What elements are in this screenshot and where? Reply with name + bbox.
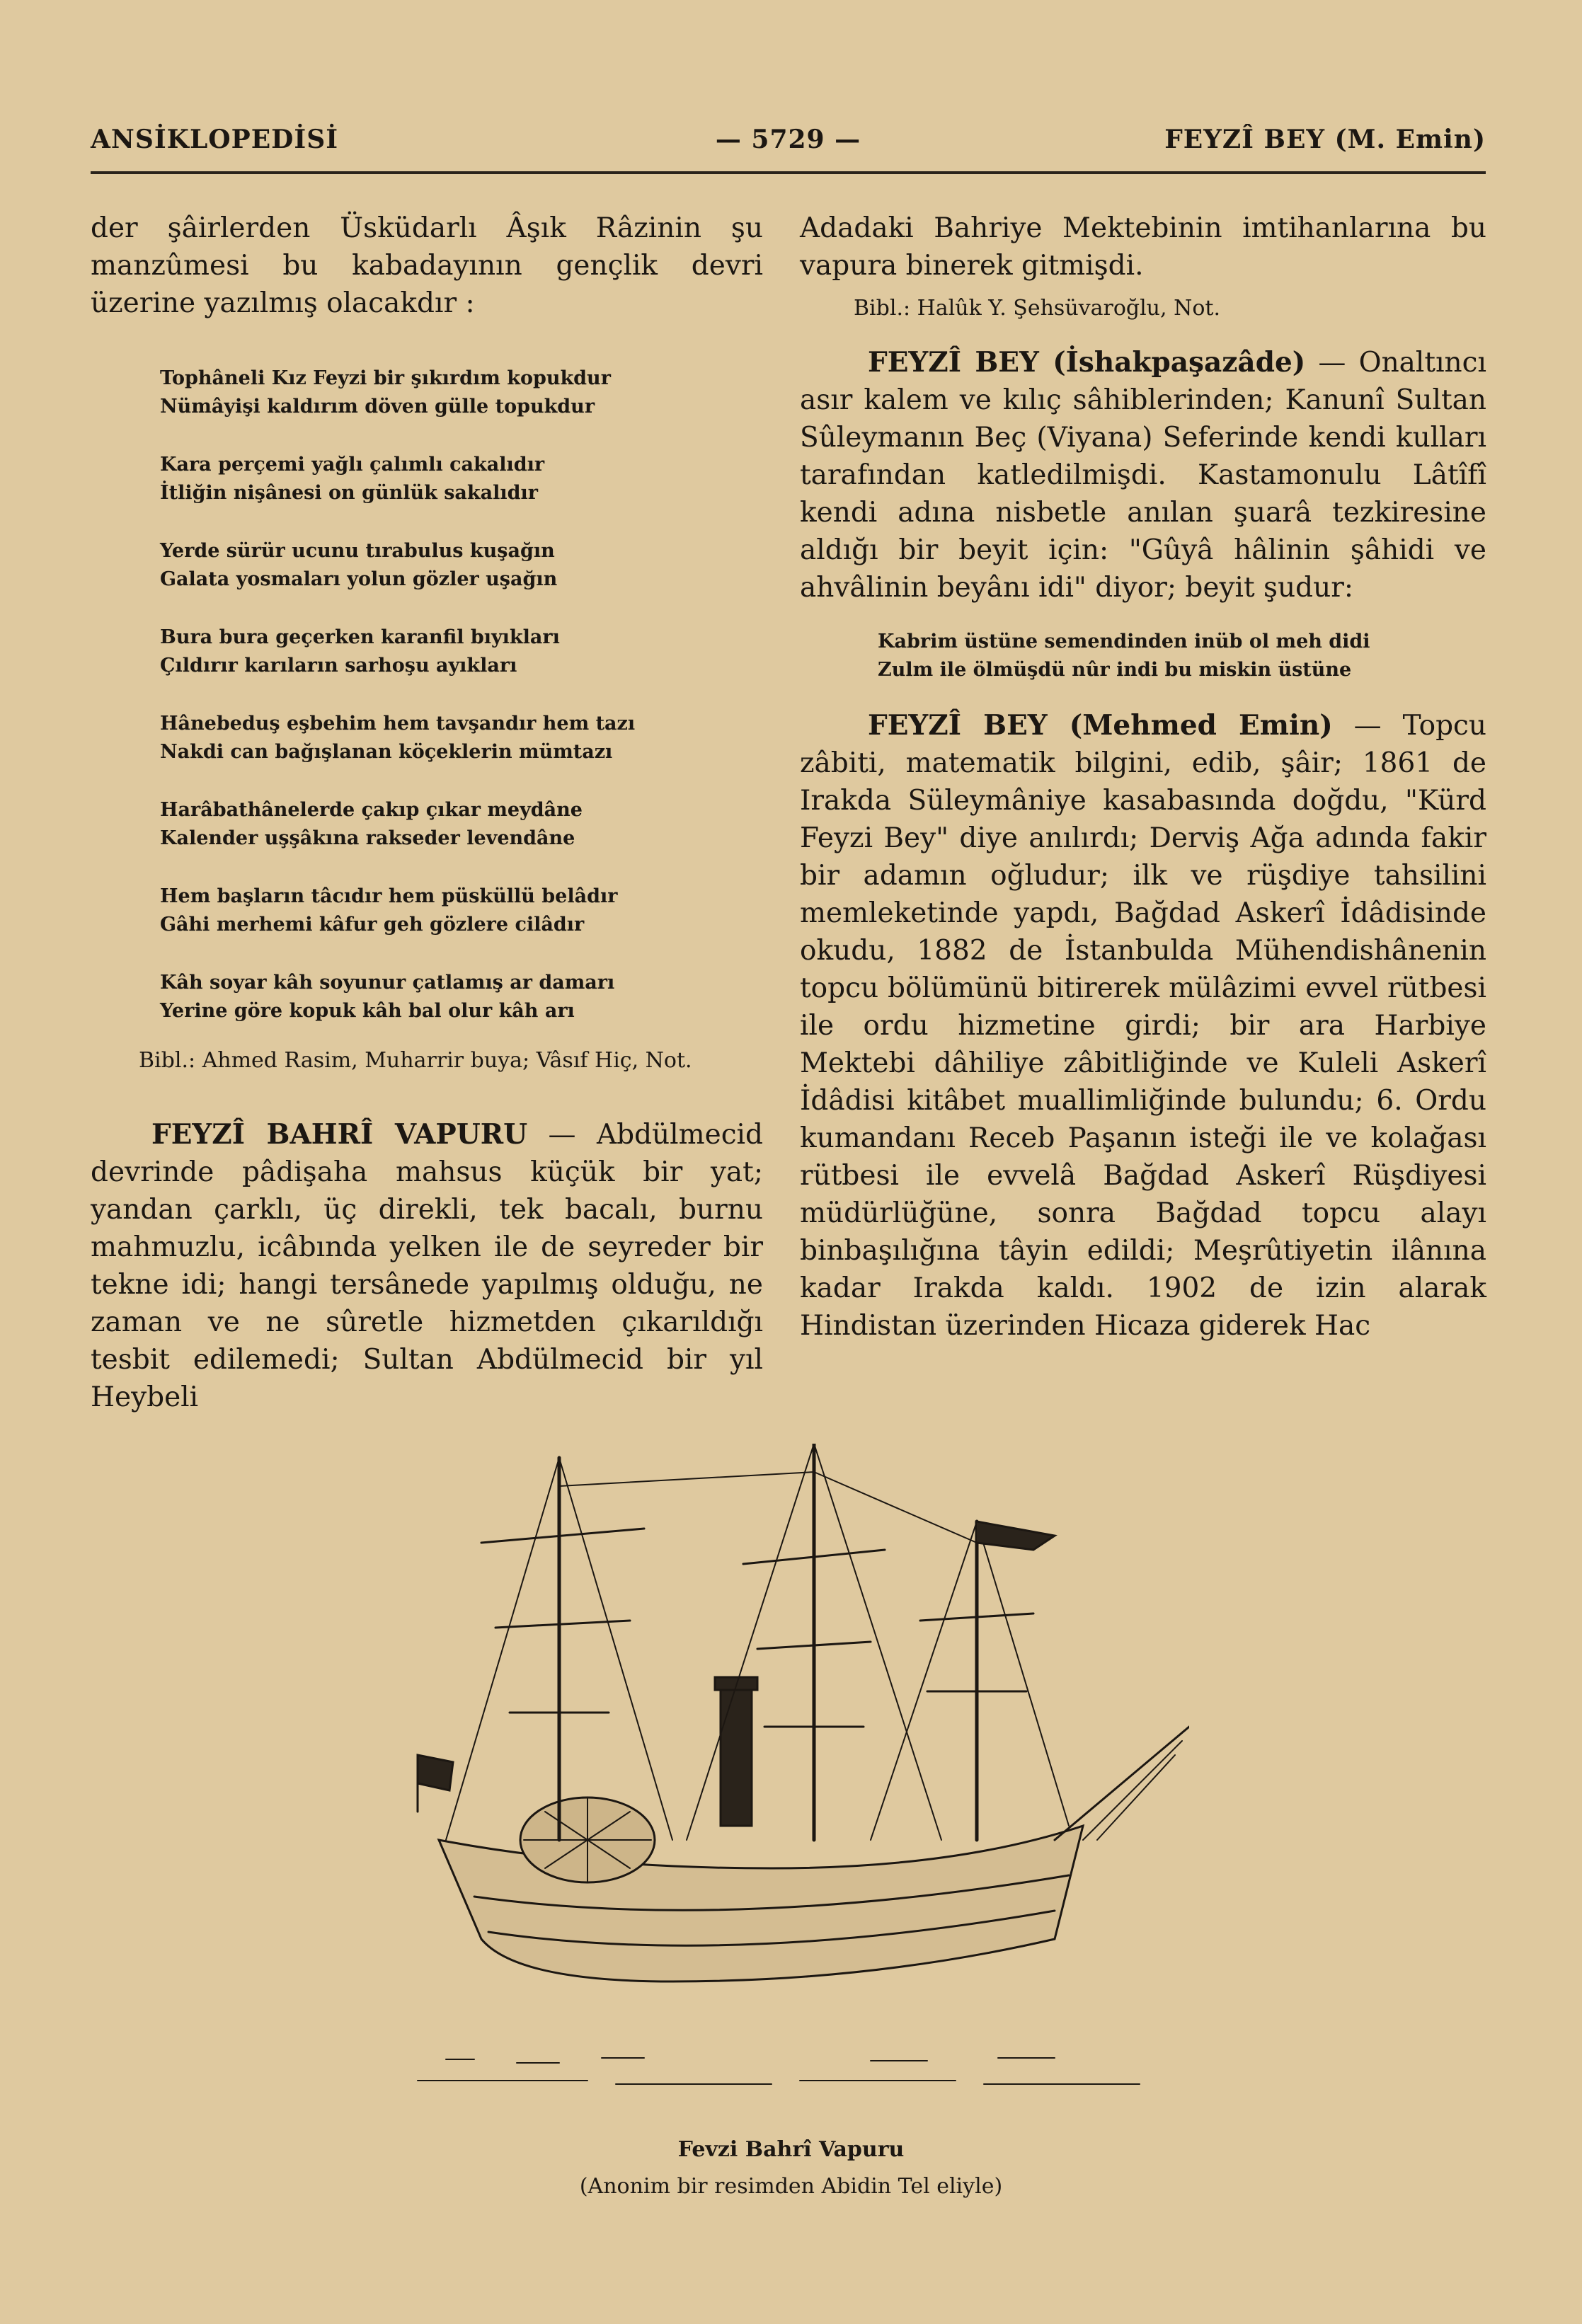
poem-line: Galata yosmaları yolun gözler uşağın xyxy=(160,568,558,590)
left-column xyxy=(91,209,763,1416)
entry-feyzi-bahri-vapuru xyxy=(91,1116,763,1416)
poem-stanza xyxy=(160,364,763,421)
caption-title: Fevzi Bahrî Vapuru xyxy=(677,2137,905,2162)
poem-line: Hem başların tâcıdır hem püsküllü belâdır xyxy=(160,885,618,907)
continued-paragraph: Adadaki Bahriye Mektebinin imtihanlarına bu vapura binerek gitmişdi. xyxy=(800,212,1486,282)
poem-line: İtliğin nişânesi on günlük sakalıdır xyxy=(160,482,538,504)
bibliography-note: Bibl.: Ahmed Rasim, Muharrir buya; Vâsıf Hiç, Not. xyxy=(139,1048,692,1073)
figure-caption xyxy=(0,2132,1582,2205)
poem-line: Gâhi merhemi kâfur geh gözlere cilâdır xyxy=(160,914,585,936)
poem-stanza xyxy=(160,882,763,939)
poem-line: Kâh soyar kâh soyunur çatlamış ar damarı xyxy=(160,972,615,994)
entry-title: FEYZÎ BEY (Mehmed Emin) xyxy=(868,709,1333,742)
poem-stanza xyxy=(160,796,763,853)
entry-title: FEYZÎ BAHRÎ VAPURU xyxy=(151,1118,528,1151)
entry-feyzi-bey-ishakpasazade xyxy=(800,344,1486,606)
poem-stanza xyxy=(160,451,763,507)
entry-text: — Abdülmecid devrinde pâdişaha mahsus küçük bir yat; yandan çarklı, üç direkli, tek bacalı, burnu mahmuzlu, icâbında yelken ile de seyreder bir tekne idi; hangi tersânede yapılmış olduğu, ne zaman ve ne sûretle hizmetden çıkarıldığı tesbit edilemedi; Sultan Abdülmecid bir yıl Heybeli xyxy=(91,1119,763,1413)
poem-stanza xyxy=(160,537,763,594)
intro-paragraph: der şâirlerden Üsküdarlı Âşık Râzinin şu manzûmesi bu kabadayının gençlik devri üzerine yazılmış olacakdır : xyxy=(91,212,763,319)
poem-line: Kara perçemi yağlı çalımlı cakalıdır xyxy=(160,454,545,476)
poem-line: Bura bura geçerken karanfil bıyıkları xyxy=(160,626,560,648)
poem-line: Çıldırır karıların sarhoşu ayıkları xyxy=(160,655,517,677)
header-right: FEYZÎ BEY (M. Emin) xyxy=(1164,125,1486,154)
couplet-line: Zulm ile ölmüşdü nûr indi bu miskin üstüne xyxy=(878,659,1352,681)
page-header xyxy=(91,125,1486,168)
entry-text: — Topcu zâbiti, matematik bilgini, edib, şâir; 1861 de Irakda Süleymâniye kasabasında doğdu, "Kürd Feyzi Bey" diye anılırdı; Derviş Ağa adında fakir bir adamın oğludur; ilk ve rüşdiye tahsilini memleketinde yapdı, Bağdad Askerî İdâdisinde okudu, 1882 de İstanbulda Mühendishânenin topcu bölümünü bitirerek mülâzimi evvel rütbesi ile ordu hizmetine girdi; bir ara Harbiye Mektebi dâhiliye zâbitliğinde ve Kuleli Askerî İdâdisi kitâbet muallimliğinde bulundu; 6. Ordu kumandanı Receb Paşanın isteği ile ve kolağası rütbesi ile evvelâ Bağdad Askerî Rüşdiyesi müdürlüğüne, sonra Bağdad topcu alayı binbaşılığına tâyin edildi; Meşrûtiyetin ilânına kadar Irakda kaldı. 1902 de izin alarak Hindistan üzerinden Hicaza giderek Hac xyxy=(800,710,1486,1342)
poem-line: Yerine göre kopuk kâh bal olur kâh arı xyxy=(160,1000,575,1022)
poem xyxy=(160,364,763,1025)
poem-line: Yerde sürür ucunu tırabulus kuşağın xyxy=(160,540,555,562)
caption-credit: (Anonim bir resimden Abidin Tel eliyle) xyxy=(579,2174,1003,2199)
entry-text: — Onaltıncı asır kalem ve kılıç sâhiblerinden; Kanunî Sultan Sûleymanın Beç (Viyana) Seferinde kendi kulları tarafından katledilmişdi. Kastamonulu Lâtîfî kendi adına nisbetle anılan şuarâ tezkiresine aldığı bir beyit için: "Gûyâ hâlinin şâhidi ve ahvâlinin beyânı idi" diyor; beyit şudur: xyxy=(800,347,1486,604)
poem-stanza xyxy=(160,710,763,766)
entry-feyzi-bey-mehmed-emin xyxy=(800,707,1486,1345)
poem-line: Hânebeduş eşbehim hem tavşandır hem tazı xyxy=(160,713,636,735)
couplet-line: Kabrim üstüne semendinden inüb ol meh didi xyxy=(878,631,1370,652)
page-number: — 5729 — xyxy=(715,125,861,154)
poem-line: Tophâneli Kız Feyzi bir şıkırdım kopukdur xyxy=(160,367,611,389)
header-rule xyxy=(91,171,1486,174)
poem-stanza xyxy=(160,969,763,1025)
poem-line: Nümâyişi kaldırım döven gülle topukdur xyxy=(160,396,595,418)
header-left: ANSİKLOPEDİSİ xyxy=(91,125,339,154)
poem-line: Kalender uşşâkına rakseder levendâne xyxy=(160,827,575,849)
poem-line: Nakdi can bağışlanan köçeklerin mümtazı xyxy=(160,741,613,763)
poem-line: Harâbathânelerde çakıp çıkar meydâne xyxy=(160,799,583,821)
poem-stanza xyxy=(160,623,763,680)
ship-illustration xyxy=(375,1444,1189,2116)
couplet xyxy=(878,628,1486,684)
right-column xyxy=(800,209,1486,1345)
entry-title: FEYZÎ BEY (İshakpaşazâde) xyxy=(868,346,1306,379)
bibliography-note: Bibl.: Halûk Y. Şehsüvaroğlu, Not. xyxy=(854,296,1220,321)
